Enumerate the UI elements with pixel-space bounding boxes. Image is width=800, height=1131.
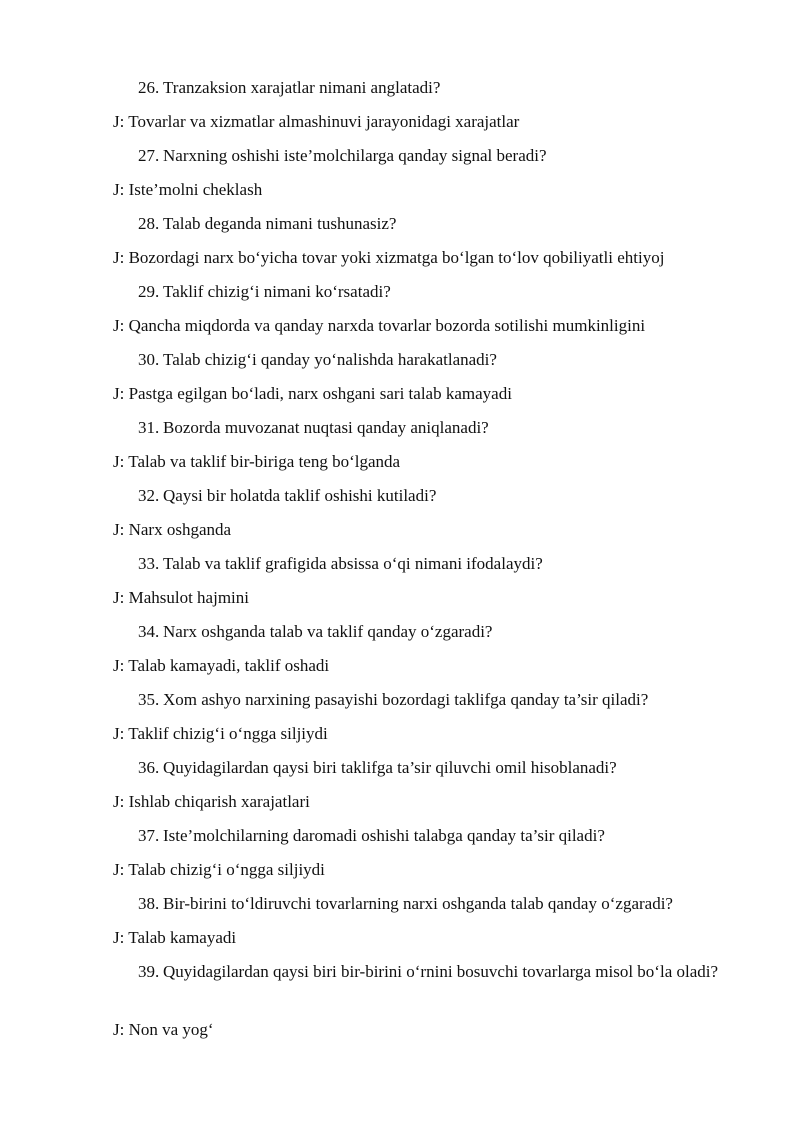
question-number: 36.	[138, 758, 160, 777]
question-text: Bir-birini to‘ldiruvchi tovarlarning narxi oshganda talab qanday o‘zgaradi?	[163, 894, 673, 913]
answer-39: J: Non va yog‘	[113, 1020, 214, 1039]
question-28	[138, 213, 738, 235]
question-number: 32.	[138, 486, 160, 505]
question-36	[138, 757, 738, 779]
answer-28: J: Bozordagi narx bo‘yicha tovar yoki xizmatga bo‘lgan to‘lov qobiliyatli ehtiyoj	[113, 248, 665, 267]
answer-36: J: Ishlab chiqarish xarajatlari	[113, 792, 310, 811]
question-text: Quyidagilardan qaysi biri taklifga ta’sir qiluvchi omil hisoblanadi?	[163, 758, 617, 777]
question-text: Xom ashyo narxining pasayishi bozordagi taklifga qanday ta’sir qiladi?	[163, 690, 649, 709]
question-39	[138, 961, 738, 983]
question-number: 35.	[138, 690, 160, 709]
answer-35: J: Taklif chizig‘i o‘ngga siljiydi	[113, 724, 328, 743]
answer-34: J: Talab kamayadi, taklif oshadi	[113, 656, 330, 675]
answer-38: J: Talab kamayadi	[113, 928, 237, 947]
question-27	[138, 145, 738, 167]
question-text: Tranzaksion xarajatlar nimani anglatadi?	[163, 78, 441, 97]
question-number: 39.	[138, 962, 160, 981]
answer-32: J: Narx oshganda	[113, 520, 232, 539]
answer-31: J: Talab va taklif bir-biriga teng bo‘lganda	[113, 452, 401, 471]
answer-27: J: Iste’molni cheklash	[113, 180, 263, 199]
answer-29: J: Qancha miqdorda va qanday narxda tovarlar bozorda sotilishi mumkinligini	[113, 316, 646, 335]
question-text: Narxning oshishi iste’molchilarga qanday signal beradi?	[163, 146, 547, 165]
question-text: Quyidagilardan qaysi biri bir-birini o‘rnini bosuvchi tovarlarga misol bo‘la oladi?	[163, 962, 719, 981]
question-number: 31.	[138, 418, 160, 437]
question-33	[138, 553, 738, 575]
question-text: Taklif chizig‘i nimani ko‘rsatadi?	[163, 282, 391, 301]
answer-33: J: Mahsulot hajmini	[113, 588, 249, 607]
question-number: 34.	[138, 622, 160, 641]
question-38	[138, 893, 738, 915]
question-text: Talab va taklif grafigida absissa o‘qi nimani ifodalaydi?	[163, 554, 543, 573]
answer-30: J: Pastga egilgan bo‘ladi, narx oshgani sari talab kamayadi	[113, 384, 512, 403]
answer-37: J: Talab chizig‘i o‘ngga siljiydi	[113, 860, 325, 879]
question-number: 26.	[138, 78, 160, 97]
question-text: Qaysi bir holatda taklif oshishi kutiladi?	[163, 486, 437, 505]
question-35	[138, 689, 738, 711]
question-30	[138, 349, 738, 371]
question-text: Talab deganda nimani tushunasiz?	[163, 214, 397, 233]
question-text: Bozorda muvozanat nuqtasi qanday aniqlanadi?	[163, 418, 489, 437]
question-number: 27.	[138, 146, 160, 165]
question-26	[138, 77, 738, 99]
question-34	[138, 621, 738, 643]
question-text: Iste’molchilarning daromadi oshishi talabga qanday ta’sir qiladi?	[163, 826, 605, 845]
question-31	[138, 417, 738, 439]
question-29	[138, 281, 738, 303]
question-number: 38.	[138, 894, 160, 913]
question-number: 29.	[138, 282, 160, 301]
question-number: 28.	[138, 214, 160, 233]
question-text: Narx oshganda talab va taklif qanday o‘zgaradi?	[163, 622, 493, 641]
question-number: 37.	[138, 826, 160, 845]
question-number: 33.	[138, 554, 160, 573]
question-37	[138, 825, 738, 847]
question-32	[138, 485, 738, 507]
answer-26: J: Tovarlar va xizmatlar almashinuvi jarayonidagi xarajatlar	[113, 112, 520, 131]
question-text: Talab chizig‘i qanday yo‘nalishda harakatlanadi?	[163, 350, 497, 369]
question-number: 30.	[138, 350, 160, 369]
